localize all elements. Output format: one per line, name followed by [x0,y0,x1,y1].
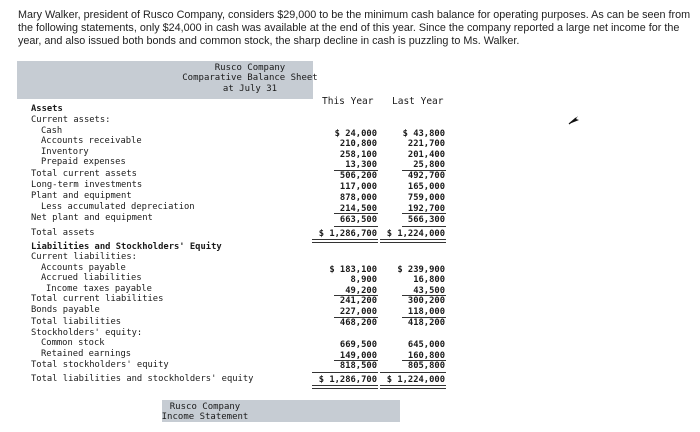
value-last-year: 201,400 [407,150,445,160]
row-label: Inventory [41,147,89,157]
row-label: Liabilities and Stockholders' Equity [31,242,222,252]
row-label: Current assets: [31,115,111,125]
subtotal-rule [402,295,446,296]
value-this-year: 210,800 [339,139,377,149]
row-label: Total assets [31,228,95,238]
row-label: Cash [41,126,63,136]
column-header-this-year: This Year [322,96,374,107]
row-label: Accrued liabilities [41,273,142,283]
row-label: Accounts receivable [41,136,142,146]
value-last-year: 221,700 [407,139,445,149]
row-label: Income taxes payable [46,284,152,294]
subtotal-rule [334,213,378,214]
row-label: Total stockholders' equity [31,360,169,370]
value-this-year: 8,900 [350,275,377,285]
row-label: Bonds payable [31,305,100,315]
subtotal-rule [334,170,378,171]
subtotal-rule [402,213,446,214]
column-header-last-year: Last Year [392,96,444,107]
total-double-rule [380,385,446,389]
row-label: Retained earnings [41,349,132,359]
company-name: Rusco Company [214,63,286,73]
row-label: Total current liabilities [31,294,164,304]
value-this-year: 13,300 [345,160,377,170]
row-label: Long-term investments [31,180,143,190]
value-last-year: $ 1,224,000 [386,229,445,239]
value-last-year: 566,300 [407,215,445,225]
value-last-year: 25,800 [413,160,445,170]
row-label: Assets [31,104,63,114]
subtotal-rule [312,372,378,373]
value-last-year: 165,000 [407,182,445,192]
statement-title: Comparative Balance Sheet [182,73,318,83]
value-last-year: 16,800 [413,275,445,285]
row-label: Total liabilities and stockholders' equity [31,374,254,384]
value-last-year: 805,800 [407,361,445,371]
value-last-year: 759,000 [407,193,445,203]
value-this-year: 818,500 [339,361,377,371]
row-label: Net plant and equipment [31,213,153,223]
row-label: Less accumulated depreciation [41,202,195,212]
row-label: Current liabilities: [31,252,137,262]
subtotal-rule [402,170,446,171]
row-label: Total liabilities [31,317,122,327]
value-this-year: 669,500 [339,340,377,350]
statement-date: at July 31 [222,84,278,94]
row-label: Stockholders' equity: [31,328,143,338]
value-last-year: 192,700 [407,204,445,214]
value-last-year: 645,000 [407,340,445,350]
total-double-rule [312,239,378,243]
row-label: Prepaid expenses [41,157,126,167]
income-statement-company: Rusco Company [169,402,241,412]
row-label: Plant and equipment [31,191,132,201]
value-this-year: 227,000 [339,307,377,317]
problem-statement: Mary Walker, president of Rusco Company, considers $29,000 to be the minimum cash balance for operating purposes. As can be seen from the following statements, only $24,000 in cash was available at the end of this year. Since the company reported a large net income for the year, and also issued both bonds and common stock, the sharp decline in cash is puzzling to Ms. Walker. [18,9,691,47]
value-this-year: $ 1,286,700 [318,229,377,239]
value-this-year: 468,200 [339,318,377,328]
subtotal-rule [380,372,446,373]
value-this-year: 258,100 [339,150,377,160]
value-this-year: 506,200 [339,171,377,181]
value-this-year: 663,500 [339,215,377,225]
value-last-year: 418,200 [407,318,445,328]
subtotal-rule [334,360,378,361]
value-last-year: 492,700 [407,171,445,181]
subtotal-rule [402,226,446,227]
value-last-year: 160,800 [407,351,445,361]
value-last-year: 43,500 [413,286,445,296]
total-double-rule [380,239,446,243]
value-this-year: 149,000 [339,351,377,361]
row-label: Total current assets [31,169,137,179]
value-this-year: 214,500 [339,204,377,214]
subtotal-rule [334,226,378,227]
value-this-year: $ 1,286,700 [318,375,377,385]
subtotal-rule [402,360,446,361]
total-double-rule [312,385,378,389]
subtotal-rule [402,317,446,318]
value-last-year: 118,000 [407,307,445,317]
subtotal-rule [334,317,378,318]
value-this-year: $ 24,000 [334,129,377,139]
value-this-year: $ 183,100 [329,265,377,275]
row-label: Accounts payable [41,263,126,273]
income-statement-title: Income Statement [161,412,249,422]
value-this-year: 117,000 [339,182,377,192]
value-last-year: $ 1,224,000 [386,375,445,385]
subtotal-rule [334,295,378,296]
value-last-year: $ 239,900 [397,265,445,275]
value-last-year: 300,200 [407,296,445,306]
mouse-cursor-icon [567,113,581,127]
value-this-year: 241,200 [339,296,377,306]
value-this-year: 49,200 [345,286,377,296]
value-last-year: $ 43,800 [402,129,445,139]
row-label: Common stock [41,338,105,348]
value-this-year: 878,000 [339,193,377,203]
